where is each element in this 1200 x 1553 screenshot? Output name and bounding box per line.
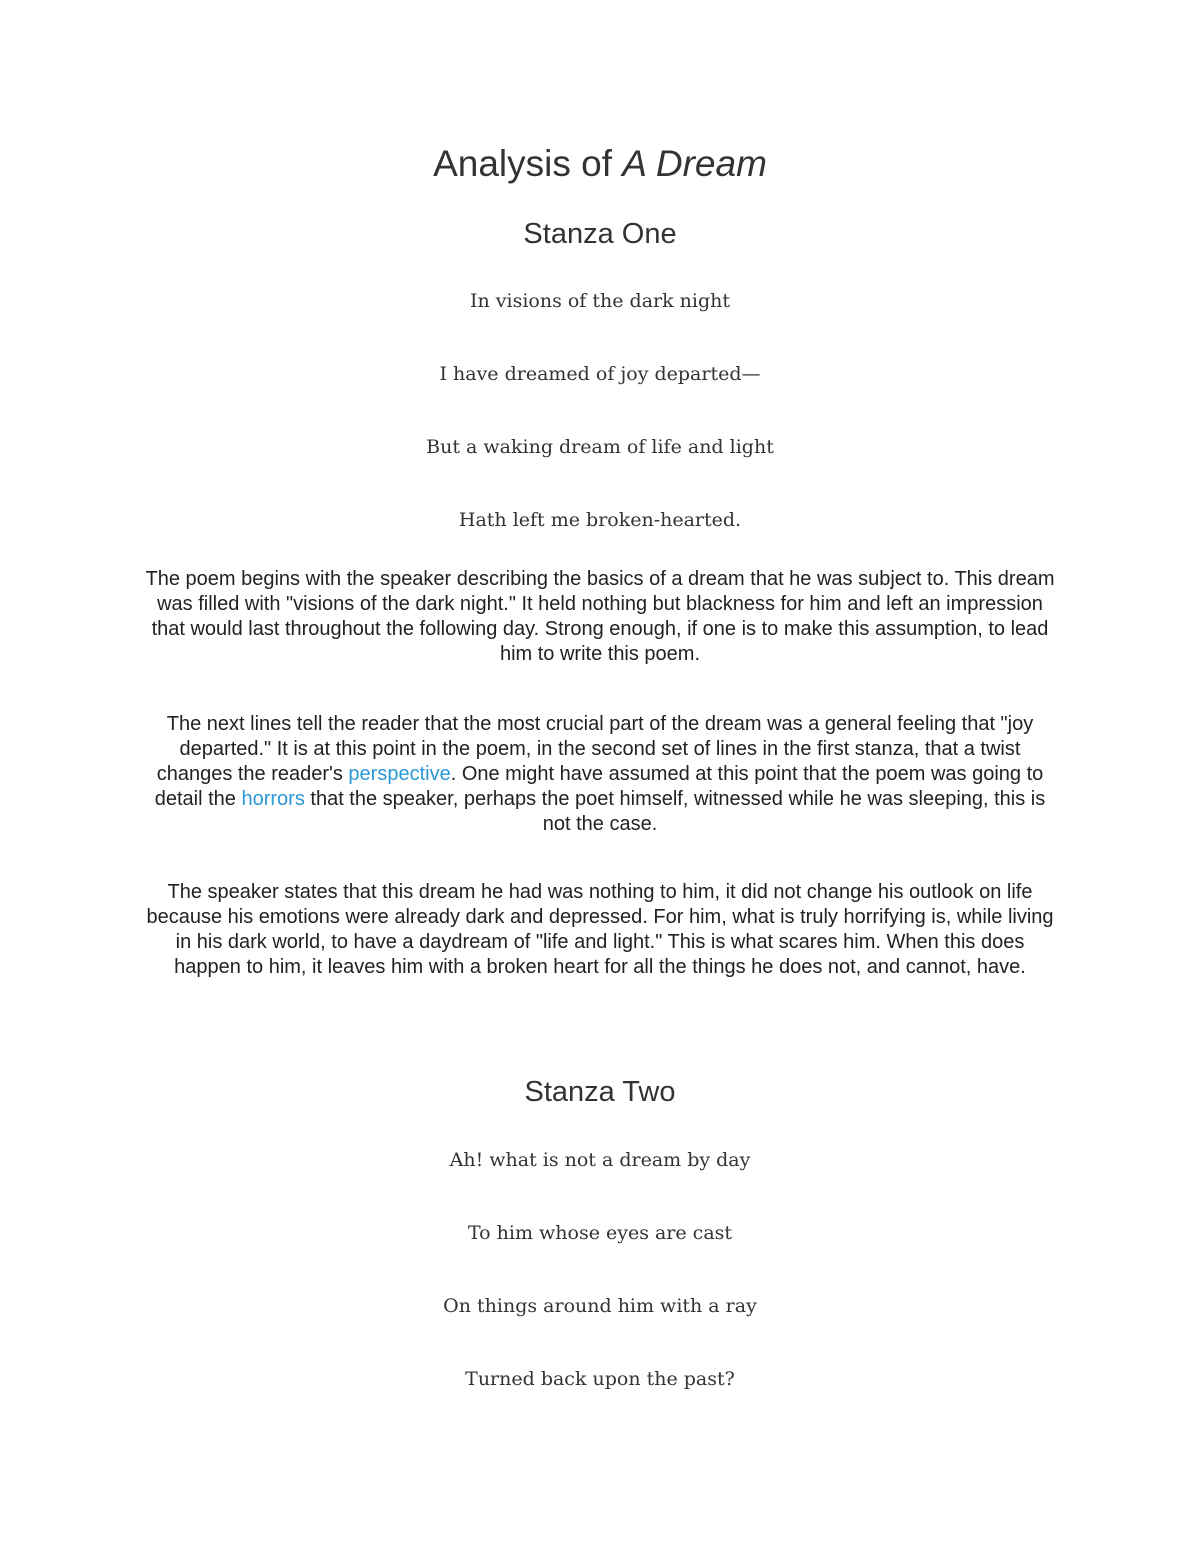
stanza-one-line-3: But a waking dream of life and light xyxy=(426,436,774,458)
stanza-one-line-1: In visions of the dark night xyxy=(469,290,731,312)
page-title xyxy=(0,142,1200,186)
analysis-paragraph-3: The speaker states that this dream he had was nothing to him, it did not change his outlook on life because his emotions were already dark and depressed. For him, what is truly horrifying is, while living in his dark world, to have a daydream of "life and light." This is what scares him. When this does happen to him, it leaves him with a broken heart for all the things he does not, and cannot, have. xyxy=(146,881,1054,978)
stanza-two-line-1: Ah! what is not a dream by day xyxy=(449,1149,751,1171)
title-prefix: Analysis of xyxy=(433,143,623,184)
analysis-paragraph-2 xyxy=(140,712,1060,837)
perspective-link[interactable]: perspective xyxy=(348,763,451,785)
stanza-one-heading: Stanza One xyxy=(523,218,677,250)
stanza-one-line-2: I have dreamed of joy departed— xyxy=(439,363,761,385)
stanza-one-line-4: Hath left me broken-hearted. xyxy=(458,509,742,531)
analysis-paragraph-1: The poem begins with the speaker describing the basics of a dream that he was subject to. This dream was filled with "visions of the dark night." It held nothing but blackness for him and left an impression that would last throughout the following day. Strong enough, if one is to make this assumption, to lead him to write this poem. xyxy=(145,568,1055,665)
paragraph-2-text-b: . One might have assumed at this point that the poem was going to detail the xyxy=(154,763,1044,810)
stanza-two-line-2: To him whose eyes are cast xyxy=(467,1222,733,1244)
stanza-two-heading: Stanza Two xyxy=(524,1076,676,1108)
paragraph-2-text-c: that the speaker, perhaps the poet himself, witnessed while he was sleeping, this is not the case. xyxy=(304,788,1046,835)
title-poem-name: A Dream xyxy=(622,143,767,184)
horrors-link[interactable]: horrors xyxy=(241,788,305,810)
stanza-two-line-3: On things around him with a ray xyxy=(443,1295,757,1317)
stanza-two-line-4: Turned back upon the past? xyxy=(465,1368,735,1390)
paragraph-2-text-a: The next lines tell the reader that the most crucial part of the dream was a general feeling that "joy departed." It is at this point in the poem, in the second set of lines in the first stanza, that a twist changes the reader's xyxy=(156,713,1034,785)
